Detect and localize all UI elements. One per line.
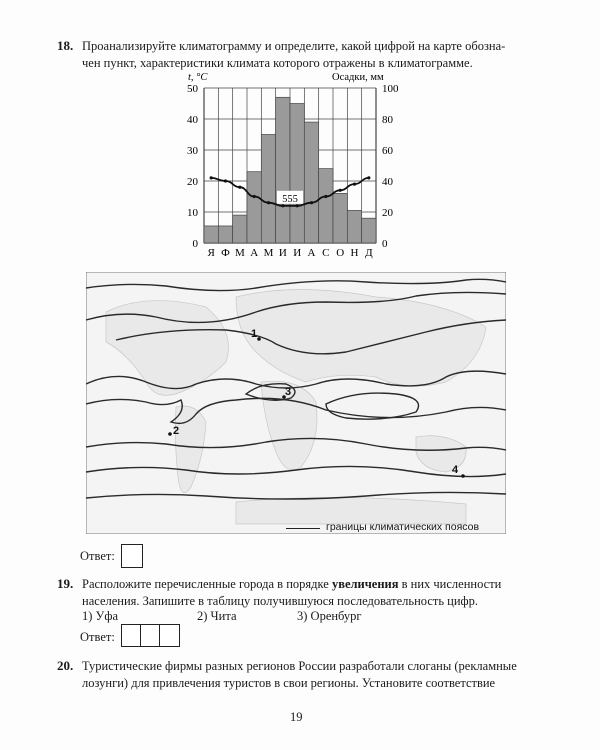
- question-19-line2: населения. Запишите в таблицу получившуюся последовательность цифр.: [82, 594, 479, 608]
- temperature-point-11: [353, 183, 356, 186]
- temperature-point-12: [367, 176, 370, 179]
- precip-tick-label: 100: [382, 83, 399, 95]
- question-20-line2: лозунги) для привлечения туристов в свои регионы. Установите соответствие: [82, 676, 496, 690]
- temperature-point-9: [324, 195, 327, 198]
- answer-19-cell-1[interactable]: [121, 624, 142, 647]
- temp-axis-label: t, °C: [188, 72, 208, 83]
- climatogram: [160, 68, 420, 268]
- precip-bar-12: [362, 218, 376, 243]
- precip-bar-3: [233, 215, 247, 243]
- option-3: 3) Оренбург: [297, 609, 362, 623]
- answer-19-label: Ответ:: [80, 630, 115, 644]
- temperature-point-10: [339, 189, 342, 192]
- month-label: М: [234, 247, 245, 259]
- legend-label: границы климатических поясов: [326, 521, 480, 533]
- temperature-point-3: [238, 186, 241, 189]
- temp-tick-label: 10: [187, 207, 198, 219]
- map-point-4-dot: [461, 474, 465, 478]
- answer-18-label: Ответ:: [80, 549, 115, 563]
- question-20-number: 20.: [57, 658, 74, 673]
- question-19-text: [82, 576, 552, 610]
- precip-tick-label: 40: [382, 176, 393, 188]
- month-label: А: [250, 247, 259, 259]
- temp-tick-label: 40: [187, 114, 198, 126]
- precip-bar-4: [247, 172, 261, 243]
- precip-bar-11: [347, 210, 361, 243]
- page-number: 19: [290, 710, 303, 724]
- map-point-1-dot: [257, 337, 261, 341]
- month-label: А: [307, 247, 316, 259]
- temperature-point-1: [210, 176, 213, 179]
- question-19-line1-pre: Расположите перечисленные города в порядке: [82, 577, 332, 591]
- month-label: М: [263, 247, 274, 259]
- month-label: И: [293, 247, 302, 259]
- temperature-point-5: [267, 201, 270, 204]
- answer-18-box[interactable]: [121, 544, 143, 568]
- legend-line: [286, 528, 320, 529]
- precip-bar-10: [333, 193, 347, 243]
- temperature-point-8: [310, 201, 313, 204]
- question-18-line2: чен пункт, характеристики климата которого отражены в климатограмме.: [82, 56, 473, 70]
- month-label: Я: [207, 247, 215, 259]
- temperature-point-2: [224, 179, 227, 182]
- answer-19-cell-3[interactable]: [159, 624, 180, 647]
- question-18-line1: Проанализируйте климатограмму и определите, какой цифрой на карте обозна-: [82, 39, 506, 53]
- answer-19-cell-2[interactable]: [140, 624, 161, 647]
- chart-annotation: 555: [282, 193, 298, 205]
- precip-bar-5: [261, 135, 275, 244]
- question-19-line1-post: в них численности: [398, 577, 502, 591]
- temp-tick-label: 30: [187, 145, 198, 157]
- question-18-text: [82, 38, 552, 72]
- map-point-2-label: 2: [173, 425, 180, 437]
- month-label: О: [336, 247, 345, 259]
- month-label: И: [278, 247, 287, 259]
- temperature-point-4: [253, 195, 256, 198]
- temp-tick-label: 0: [192, 238, 198, 250]
- precip-bar-2: [218, 226, 232, 243]
- month-label: Ф: [221, 247, 230, 259]
- precip-tick-label: 60: [382, 145, 393, 157]
- map-point-1-label: 1: [251, 328, 258, 340]
- precip-tick-label: 20: [382, 207, 393, 219]
- map-point-2-dot: [168, 432, 172, 436]
- precip-bar-7: [290, 104, 304, 244]
- precip-bar-8: [304, 122, 318, 243]
- month-label: Н: [350, 247, 359, 259]
- precip-tick-label: 80: [382, 114, 393, 126]
- precip-tick-label: 0: [382, 238, 388, 250]
- question-18-number: 18.: [57, 38, 74, 53]
- question-19-line1: [82, 576, 552, 593]
- month-label: Д: [365, 247, 373, 259]
- question-19-keyword: увеличения: [331, 577, 399, 591]
- question-20-text: [82, 658, 552, 692]
- option-1: 1) Уфа: [82, 609, 119, 623]
- month-label: С: [322, 247, 330, 259]
- temp-tick-label: 50: [187, 83, 198, 95]
- precip-bar-1: [204, 226, 218, 243]
- map-point-3-label: 3: [285, 386, 292, 398]
- climate-zones-map: [86, 272, 506, 534]
- question-19-number: 19.: [57, 576, 74, 591]
- temp-tick-label: 20: [187, 176, 198, 188]
- option-2: 2) Чита: [197, 609, 237, 623]
- map-point-4-label: 4: [452, 464, 459, 476]
- question-20-line1: Туристические фирмы разных регионов России разработали слоганы (рекламные: [82, 659, 517, 673]
- precip-bar-6: [276, 97, 290, 243]
- precip-bar-9: [319, 169, 333, 243]
- precip-axis-label: Осадки, мм: [332, 72, 384, 83]
